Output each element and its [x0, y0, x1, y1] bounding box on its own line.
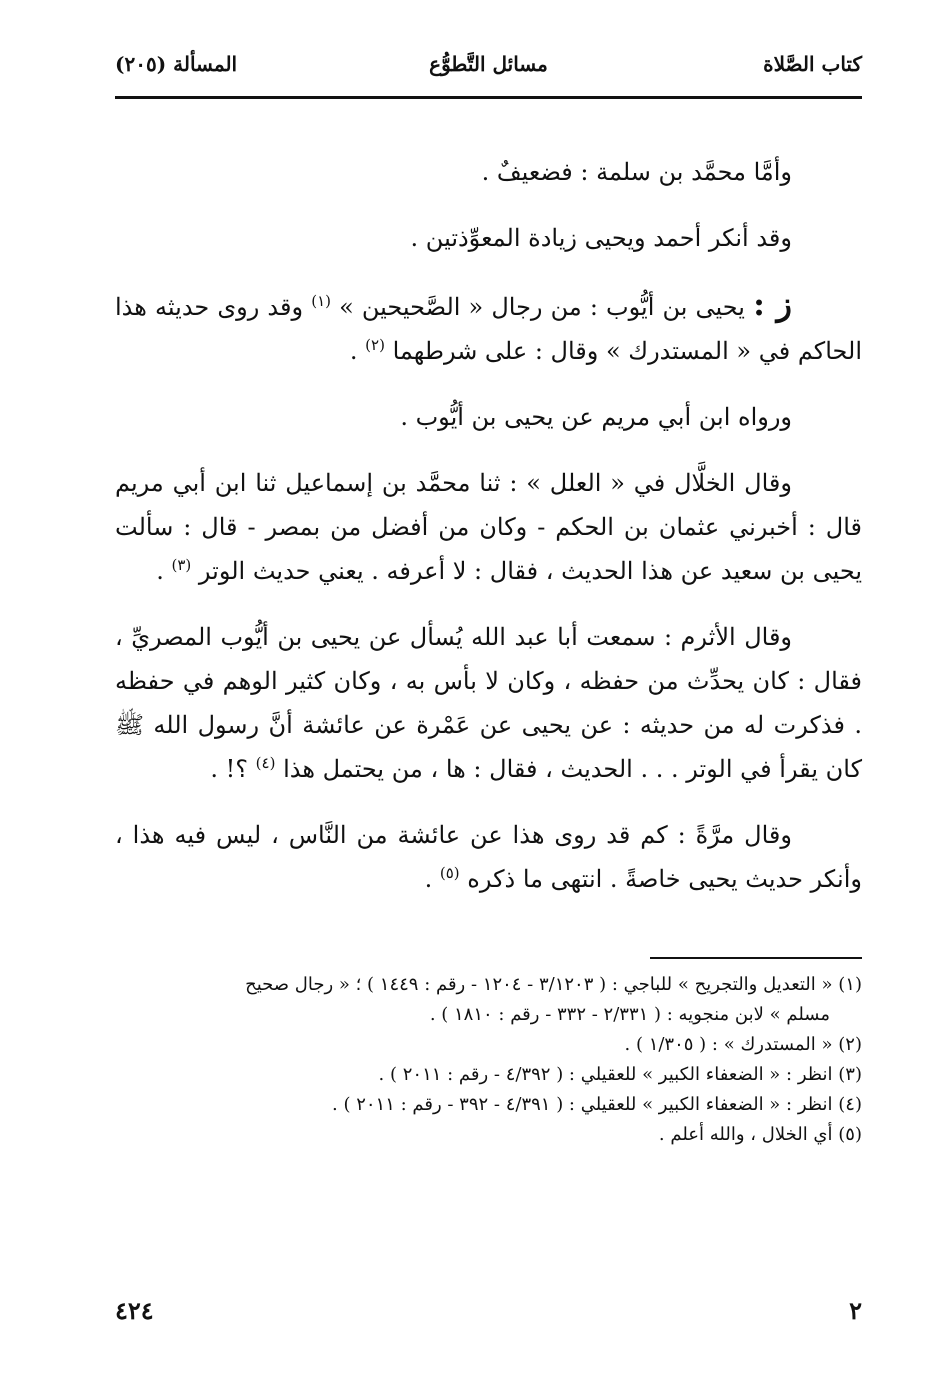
- chapter-title: مسائل التَّطوُّع: [429, 52, 548, 76]
- footnote-ref-5[interactable]: (٥): [439, 864, 460, 882]
- signature-mark: ٢: [849, 1296, 862, 1325]
- footnote-number: (٣): [838, 1064, 862, 1085]
- footnote-ref-3[interactable]: (٣): [171, 556, 192, 574]
- paragraph-1: وأمَّا محمَّد بن سلمة : فضعيفٌ .: [481, 158, 792, 186]
- footnote-text: « المستدرك » : ( ١/٣٠٥ ) .: [624, 1034, 833, 1055]
- paragraph-5: وقال الخلَّال في « العلل » : ثنا محمَّد بن إسماعيل ثنا ابن أبي مريم قال : أخبرني عثمان بن الحكم - وكان من أفضل من بمصر - قال : سألت يحيى بن سعيد عن هذا الحديث ، فقال : لا أعرفه . يعني حديث الوتر $^{(٣)}$ .: [115, 469, 862, 585]
- footnote-number: (٢): [838, 1034, 862, 1055]
- sigla-marker: ز :: [753, 285, 792, 323]
- header-rule: [115, 96, 862, 99]
- footnote-ref-1[interactable]: (١): [311, 292, 331, 310]
- footnote-text: انظر : « الضعفاء الكبير » للعقيلي : ( ٤/٣٩١ - ٣٩٢ - رقم : ٢٠١١ ) .: [332, 1094, 833, 1115]
- footnote-1-continuation: مسلم » لابن منجويه : ( ٢/٣٣١ - ٣٣٢ - رقم : ١٨١٠ ) .: [429, 1004, 830, 1025]
- footnote-2: [115, 1030, 862, 1060]
- footnote-text: « التعديل والتجريح » للباجي : ( ٣/١٢٠٣ - ١٢٠٤ - رقم : ١٤٤٩ ) ؛ « رجال صحيح: [245, 974, 833, 995]
- footnote-5: [115, 1120, 862, 1150]
- footnote-1: [115, 970, 862, 1000]
- footnote-ref-4[interactable]: (٤): [255, 754, 276, 772]
- paragraph-7: وقال مرَّةً : كم قد روى هذا عن عائشة من النَّاس ، ليس فيه هذا ، وأنكر حديث يحيى خاصةً . انتهى ما ذكره $^{(٥)}$ .: [115, 821, 862, 893]
- footnotes: [115, 970, 862, 1150]
- footnote-rule: [650, 957, 862, 959]
- footnote-number: (١): [838, 974, 862, 995]
- footnote-ref-2[interactable]: (٢): [365, 336, 385, 354]
- running-header: [115, 52, 862, 92]
- paragraph-6: وقال الأثرم : سمعت أبا عبد الله يُسأل عن يحيى بن أيُّوب المصريِّ ، فقال : كان يحدِّث من حفظه ، وكان لا بأس به ، وكان كثير الوهم في حفظه . فذكرت له من حديثه : عن يحيى عن عَمْرة عن عائشة أنَّ رسول الله ﷺ كان يقرأ في الوتر . . . الحديث ، فقال : ها ، من يحتمل هذا $^{(٤)}$ ؟! .: [115, 623, 862, 783]
- paragraph-4: ورواه ابن أبي مريم عن يحيى بن أيُّوب .: [400, 403, 792, 431]
- footnote-text: أي الخلال ، والله أعلم .: [658, 1124, 833, 1145]
- paragraph-2: وقد أنكر أحمد ويحيى زيادة المعوِّذتين .: [410, 224, 792, 252]
- page-number: ٤٢٤: [115, 1296, 154, 1325]
- main-text: [115, 150, 862, 923]
- footnote-number: (٥): [838, 1124, 862, 1145]
- footnote-text: انظر : « الضعفاء الكبير » للعقيلي : ( ٤/٣٩٢ - رقم : ٢٠١١ ) .: [378, 1064, 833, 1085]
- issue-number: المسألة (٢٠٥): [115, 52, 238, 76]
- footnote-4: [115, 1090, 862, 1120]
- book-title: كتاب الصَّلاة: [763, 52, 862, 76]
- footnote-3: [115, 1060, 862, 1090]
- paragraph-3: ز : يحيى بن أيُّوب : من رجال « الصَّحيحين » $^{(١)}$ وقد روى حديثه هذا الحاكم في « المستدرك » وقال : على شرطهما $^{(٢)}$ .: [115, 285, 862, 365]
- footnote-number: (٤): [838, 1094, 862, 1115]
